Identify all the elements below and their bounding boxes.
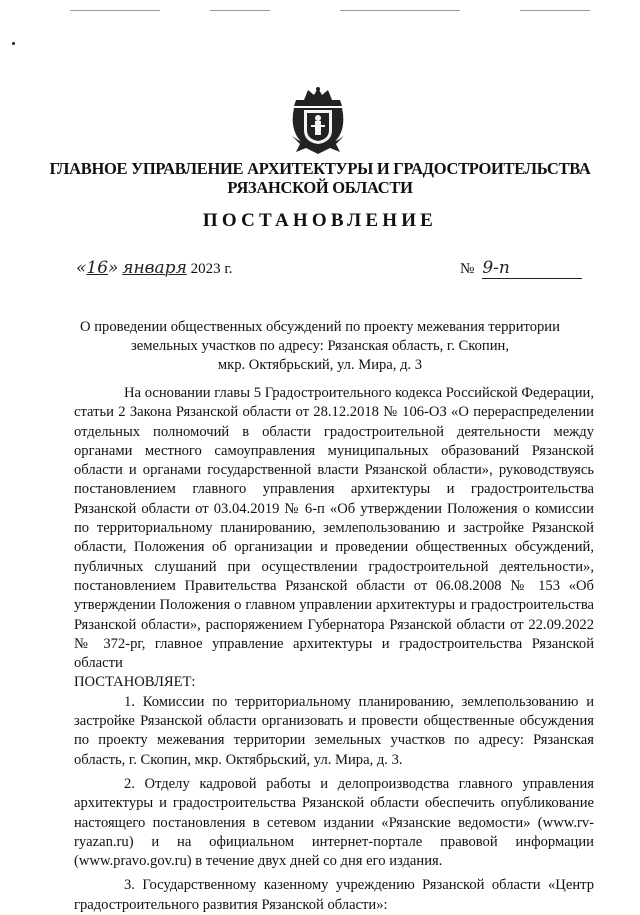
number-value: 9-п	[482, 258, 582, 279]
document-subject	[70, 318, 570, 375]
number-label: №	[460, 261, 475, 277]
preamble-paragraph: На основании главы 5 Градостроительного кодекса Российской Федерации, статьи 2 Закона Рязанской области от 28.12.2018 № 106-ОЗ «О перераспределении отдельных полномочий в области градостроительной деятельности между органами местного самоуправления муниципальных образований Рязанской области и органами государственной власти Рязанской области», руководствуясь постановлением главного управления архитектуры и градостроительства Рязанской области от 03.04.2019 № 6-п «Об утверждении Положения о комиссии по территориальному планированию, землепользованию и застройке Рязанской области, Положения об организации и проведении общественных обсуждений, публичных слушаний при осуществлении градостроительной деятельности», постановлением Правительства Рязанской области от 06.08.2008 № 153 «Об утверждении Положения о главном управлении архитектуры и градостроительства Рязанской области», распоряжением Губернатора Рязанской области от 22.09.2022 № 372-рг, главное управление архитектуры и градостроительства Рязанской области	[74, 385, 594, 672]
org-name-line2: РЯЗАНСКОЙ ОБЛАСТИ	[227, 178, 413, 197]
ryazan-coat-of-arms-icon	[288, 86, 348, 156]
date-quote-close: »	[108, 258, 119, 278]
item-1-paragraph: 1. Комиссии по территориальному планированию, землепользованию и застройке Рязанской области организовать и провести общественные обсуждения по проекту межевания территории земельных участков по адресу: Рязанская область, г. Скопин, мкр. Октябрьский, ул. Мира, д. 3.	[74, 693, 594, 768]
scan-artifact-line	[520, 10, 590, 11]
org-name-line1: ГЛАВНОЕ УПРАВЛЕНИЕ АРХИТЕКТУРЫ И ГРАДОСТРОИТЕЛЬСТВА	[49, 159, 591, 178]
date-month: января	[122, 258, 187, 278]
subject-line2: земельных участков по адресу: Рязанская область, г. Скопин,	[130, 338, 510, 354]
date-quote-open: «	[76, 258, 87, 278]
decree-word: ПОСТАНОВЛЯЕТ:	[74, 674, 196, 691]
scan-artifact-line	[210, 10, 270, 11]
scan-artifact-line	[340, 10, 460, 11]
document-date	[76, 258, 233, 278]
date-year: 2023 г.	[190, 261, 233, 277]
item-2-paragraph: 2. Отделу кадровой работы и делопроизводства главного управления архитектуры и градостроительства Рязанской области обеспечить опубликование настоящего постановления в сетевом издании «Рязанские ведомости» (www.rv-ryazan.ru) и на официальном интернет-портале правовой информации (www.pravo.gov.ru) в течение двух дней со дня его издания.	[74, 775, 594, 870]
scan-artifact-line	[70, 10, 160, 11]
document-number	[460, 258, 582, 279]
subject-line3: мкр. Октябрьский, ул. Мира, д. 3	[217, 357, 423, 373]
subject-line1: О проведении общественных обсуждений по проекту межевания территории	[80, 319, 560, 335]
document-body	[74, 384, 594, 915]
scan-artifact-dot	[12, 42, 15, 45]
item-3-paragraph: 3. Государственному казенному учреждению Рязанской области «Центр градостроительного развития Рязанской области»:	[74, 877, 594, 913]
document-type-title: ПОСТАНОВЛЕНИЕ	[202, 210, 438, 231]
date-day: 16	[86, 258, 109, 278]
